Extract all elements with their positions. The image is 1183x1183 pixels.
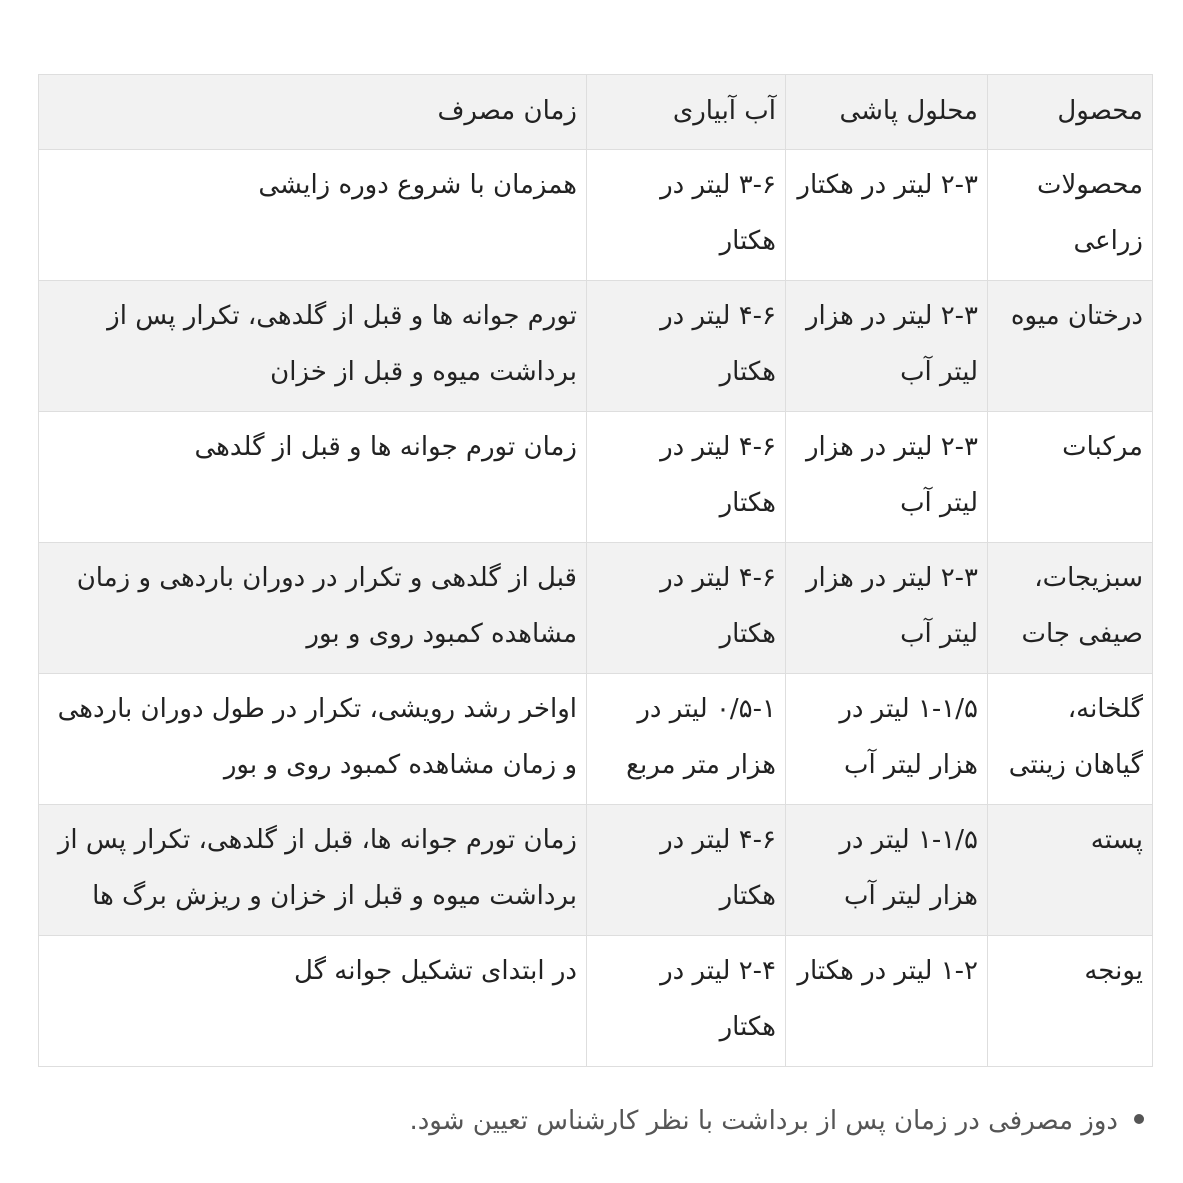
cell-foliar-spray: ۱-۲ لیتر در هکتار xyxy=(786,936,988,1067)
table-header-row xyxy=(39,75,1153,150)
dosage-table-container xyxy=(38,74,1152,1067)
cell-product: سبزیجات، صیفی جات xyxy=(988,543,1153,674)
cell-foliar-spray: ۲-۳ لیتر در هزار لیتر آب xyxy=(786,543,988,674)
table-row xyxy=(39,281,1153,412)
cell-application-time: اواخر رشد رویشی، تکرار در طول دوران باردهی و زمان مشاهده کمبود روی و بور xyxy=(39,674,587,805)
cell-application-time: تورم جوانه ها و قبل از گلدهی، تکرار پس از برداشت میوه و قبل از خزان xyxy=(39,281,587,412)
cell-irrigation-water: ۴-۶ لیتر در هکتار xyxy=(587,543,786,674)
cell-product: درختان میوه xyxy=(988,281,1153,412)
cell-foliar-spray: ۱-۱/۵ لیتر در هزار لیتر آب xyxy=(786,805,988,936)
bullet-icon xyxy=(1134,1114,1144,1124)
cell-foliar-spray: ۱-۱/۵ لیتر در هزار لیتر آب xyxy=(786,674,988,805)
table-row xyxy=(39,150,1153,281)
dosage-note xyxy=(38,1096,1144,1146)
cell-irrigation-water: ۴-۶ لیتر در هکتار xyxy=(587,281,786,412)
cell-application-time: زمان تورم جوانه ها، قبل از گلدهی، تکرار پس از برداشت میوه و قبل از خزان و ریزش برگ ها xyxy=(39,805,587,936)
cell-irrigation-water: ۴-۶ لیتر در هکتار xyxy=(587,805,786,936)
cell-irrigation-water: ۳-۶ لیتر در هکتار xyxy=(587,150,786,281)
cell-foliar-spray: ۲-۳ لیتر در هزار لیتر آب xyxy=(786,412,988,543)
cell-application-time: در ابتدای تشکیل جوانه گل xyxy=(39,936,587,1067)
header-foliar-spray: محلول پاشی xyxy=(786,75,988,150)
cell-irrigation-water: ۲-۴ لیتر در هکتار xyxy=(587,936,786,1067)
header-application-time: زمان مصرف xyxy=(39,75,587,150)
table-row xyxy=(39,936,1153,1067)
cell-application-time: قبل از گلدهی و تکرار در دوران باردهی و زمان مشاهده کمبود روی و بور xyxy=(39,543,587,674)
cell-application-time: زمان تورم جوانه ها و قبل از گلدهی xyxy=(39,412,587,543)
cell-product: محصولات زراعی xyxy=(988,150,1153,281)
table-row xyxy=(39,543,1153,674)
cell-application-time: همزمان با شروع دوره زایشی xyxy=(39,150,587,281)
cell-foliar-spray: ۲-۳ لیتر در هزار لیتر آب xyxy=(786,281,988,412)
cell-product: گلخانه، گیاهان زینتی xyxy=(988,674,1153,805)
dosage-table xyxy=(38,74,1153,1067)
header-irrigation-water: آب آبیاری xyxy=(587,75,786,150)
header-product: محصول xyxy=(988,75,1153,150)
table-row xyxy=(39,805,1153,936)
table-row xyxy=(39,674,1153,805)
cell-irrigation-water: ۰/۵-۱ لیتر در هزار متر مربع xyxy=(587,674,786,805)
cell-product: پسته xyxy=(988,805,1153,936)
cell-product: یونجه xyxy=(988,936,1153,1067)
dosage-note-text: دوز مصرفی در زمان پس از برداشت با نظر کارشناس تعیین شود. xyxy=(409,1106,1118,1136)
table-row xyxy=(39,412,1153,543)
cell-product: مرکبات xyxy=(988,412,1153,543)
cell-irrigation-water: ۴-۶ لیتر در هکتار xyxy=(587,412,786,543)
cell-foliar-spray: ۲-۳ لیتر در هکتار xyxy=(786,150,988,281)
